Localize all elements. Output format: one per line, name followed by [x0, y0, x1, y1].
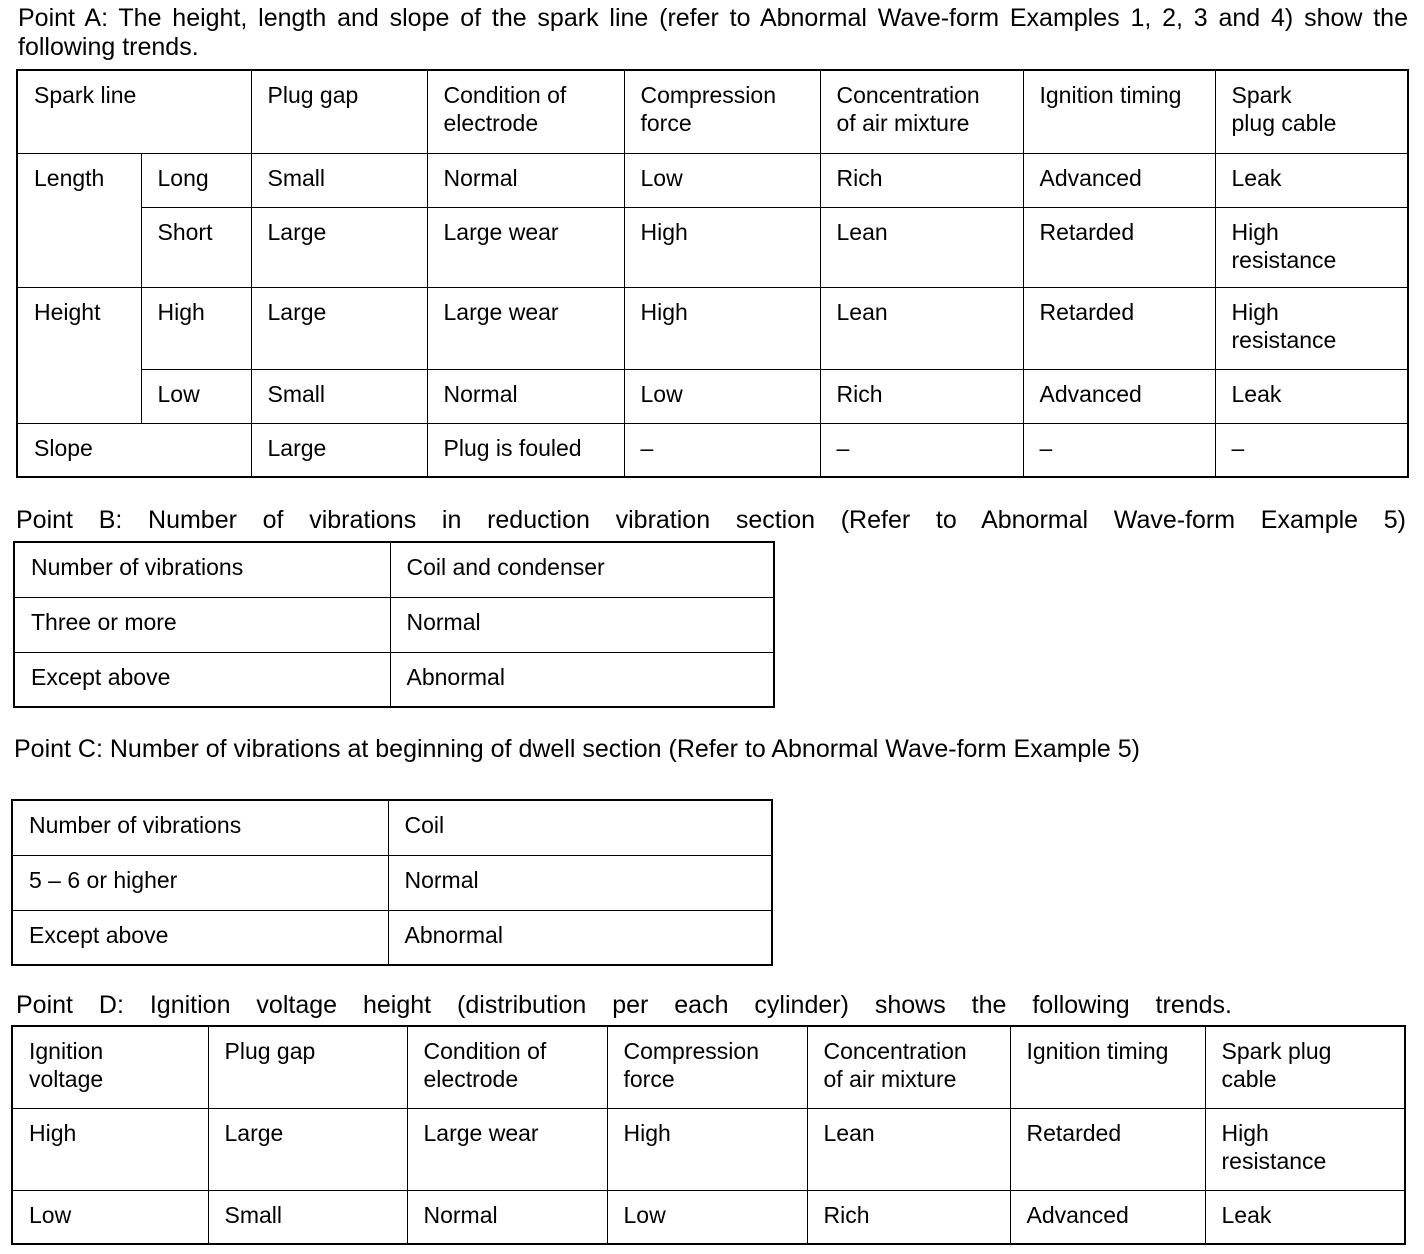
- table-cell: Advanced: [1023, 369, 1215, 423]
- table-cell: Rich: [807, 1190, 1010, 1244]
- table-cell: Leak: [1215, 369, 1408, 423]
- table-cell: Coil and condenser: [390, 542, 774, 597]
- table-cell: Retarded: [1023, 287, 1215, 369]
- table-cell: Lean: [820, 287, 1023, 369]
- table-cell: Lean: [807, 1108, 1010, 1190]
- table-cell: Low: [624, 153, 820, 207]
- table-cell: Retarded: [1010, 1108, 1205, 1190]
- table-cell: –: [1215, 423, 1408, 477]
- table-cell: Lean: [820, 207, 1023, 287]
- point-a-table: [16, 69, 1409, 478]
- point-b-title: Point B: Number of vibrations in reduction vibration section (Refer to Abnormal Wave-form Example 5): [16, 506, 1406, 534]
- table-cell: Rich: [820, 153, 1023, 207]
- table-cell: Low: [141, 369, 251, 423]
- table-row: [14, 597, 774, 652]
- table-cell: –: [1023, 423, 1215, 477]
- table-cell: High: [624, 207, 820, 287]
- table-cell: Large: [251, 287, 427, 369]
- header-air-mixture: Concentration of air mixture: [820, 70, 1023, 153]
- table-cell: Advanced: [1023, 153, 1215, 207]
- header-ignition-timing: Ignition timing: [1023, 70, 1215, 153]
- table-cell: 5 – 6 or higher: [12, 855, 388, 910]
- table-cell: –: [624, 423, 820, 477]
- table-cell: Leak: [1215, 153, 1408, 207]
- group-length: Length: [17, 153, 141, 287]
- table-cell: Large: [251, 207, 427, 287]
- point-c-table: [11, 799, 773, 966]
- point-d-title: Point D: Ignition voltage height (distribution per each cylinder) shows the following trends.: [16, 991, 1232, 1019]
- point-d-table: [11, 1025, 1406, 1245]
- table-header-cell: Plug gap: [208, 1026, 407, 1108]
- table-row: [17, 423, 1408, 477]
- table-cell: Large wear: [427, 207, 624, 287]
- table-cell: Three or more: [14, 597, 390, 652]
- table-header-cell: Concentration of air mixture: [807, 1026, 1010, 1108]
- table-row: [12, 1026, 1405, 1108]
- table-cell: High resistance: [1215, 207, 1408, 287]
- group-height: Height: [17, 287, 141, 423]
- table-cell: High: [624, 287, 820, 369]
- table-cell: Large wear: [427, 287, 624, 369]
- table-cell: Number of vibrations: [14, 542, 390, 597]
- table-row: [14, 542, 774, 597]
- table-cell: Normal: [390, 597, 774, 652]
- table-row: [12, 910, 772, 965]
- table-cell: High resistance: [1215, 287, 1408, 369]
- point-a-title: Point A: The height, length and slope of the spark line (refer to Abnormal Wave-form Examples 1, 2, 3 and 4) show the following trends.: [18, 4, 1408, 61]
- table-header-cell: Condition of electrode: [407, 1026, 607, 1108]
- table-cell: Small: [251, 369, 427, 423]
- table-row: [17, 369, 1408, 423]
- table-header-cell: Compression force: [607, 1026, 807, 1108]
- table-cell: Plug is fouled: [427, 423, 624, 477]
- table-cell: High: [141, 287, 251, 369]
- table-cell: Long: [141, 153, 251, 207]
- table-cell: –: [820, 423, 1023, 477]
- table-cell: Advanced: [1010, 1190, 1205, 1244]
- table-cell: Except above: [14, 652, 390, 707]
- header-spark-line: Spark line: [17, 70, 251, 153]
- table-header-cell: Ignition timing: [1010, 1026, 1205, 1108]
- table-cell: Abnormal: [388, 910, 772, 965]
- table-cell: Rich: [820, 369, 1023, 423]
- table-cell: Small: [251, 153, 427, 207]
- table-row: [12, 1108, 1405, 1190]
- table-cell: Short: [141, 207, 251, 287]
- table-row: [14, 652, 774, 707]
- table-row: [17, 287, 1408, 369]
- table-cell: Normal: [427, 369, 624, 423]
- table-row: [17, 207, 1408, 287]
- table-cell: Number of vibrations: [12, 800, 388, 855]
- table-cell: High resistance: [1205, 1108, 1405, 1190]
- table-header-cell: Spark plug cable: [1205, 1026, 1405, 1108]
- header-electrode: Condition of electrode: [427, 70, 624, 153]
- table-cell: Normal: [427, 153, 624, 207]
- table-cell: Abnormal: [390, 652, 774, 707]
- table-row: [12, 800, 772, 855]
- point-b-table: [13, 541, 775, 708]
- header-cable: Spark plug cable: [1215, 70, 1408, 153]
- table-cell: Coil: [388, 800, 772, 855]
- table-cell: Low: [607, 1190, 807, 1244]
- table-cell: Retarded: [1023, 207, 1215, 287]
- table-cell: Small: [208, 1190, 407, 1244]
- table-cell: Leak: [1205, 1190, 1405, 1244]
- header-plug-gap: Plug gap: [251, 70, 427, 153]
- table-row: [17, 153, 1408, 207]
- table-row: [12, 1190, 1405, 1244]
- table-cell: Normal: [388, 855, 772, 910]
- header-compression: Compression force: [624, 70, 820, 153]
- table-cell: Normal: [407, 1190, 607, 1244]
- table-cell: Low: [624, 369, 820, 423]
- table-cell: Large wear: [407, 1108, 607, 1190]
- table-cell: Large: [251, 423, 427, 477]
- table-cell: High: [607, 1108, 807, 1190]
- table-cell: Low: [12, 1190, 208, 1244]
- point-c-title: Point C: Number of vibrations at beginning of dwell section (Refer to Abnormal Wave-form Example 5): [14, 735, 1140, 763]
- table-cell: Except above: [12, 910, 388, 965]
- table-header-cell: Ignition voltage: [12, 1026, 208, 1108]
- group-slope: Slope: [17, 423, 251, 477]
- table-cell: Large: [208, 1108, 407, 1190]
- table-cell: High: [12, 1108, 208, 1190]
- table-row: [12, 855, 772, 910]
